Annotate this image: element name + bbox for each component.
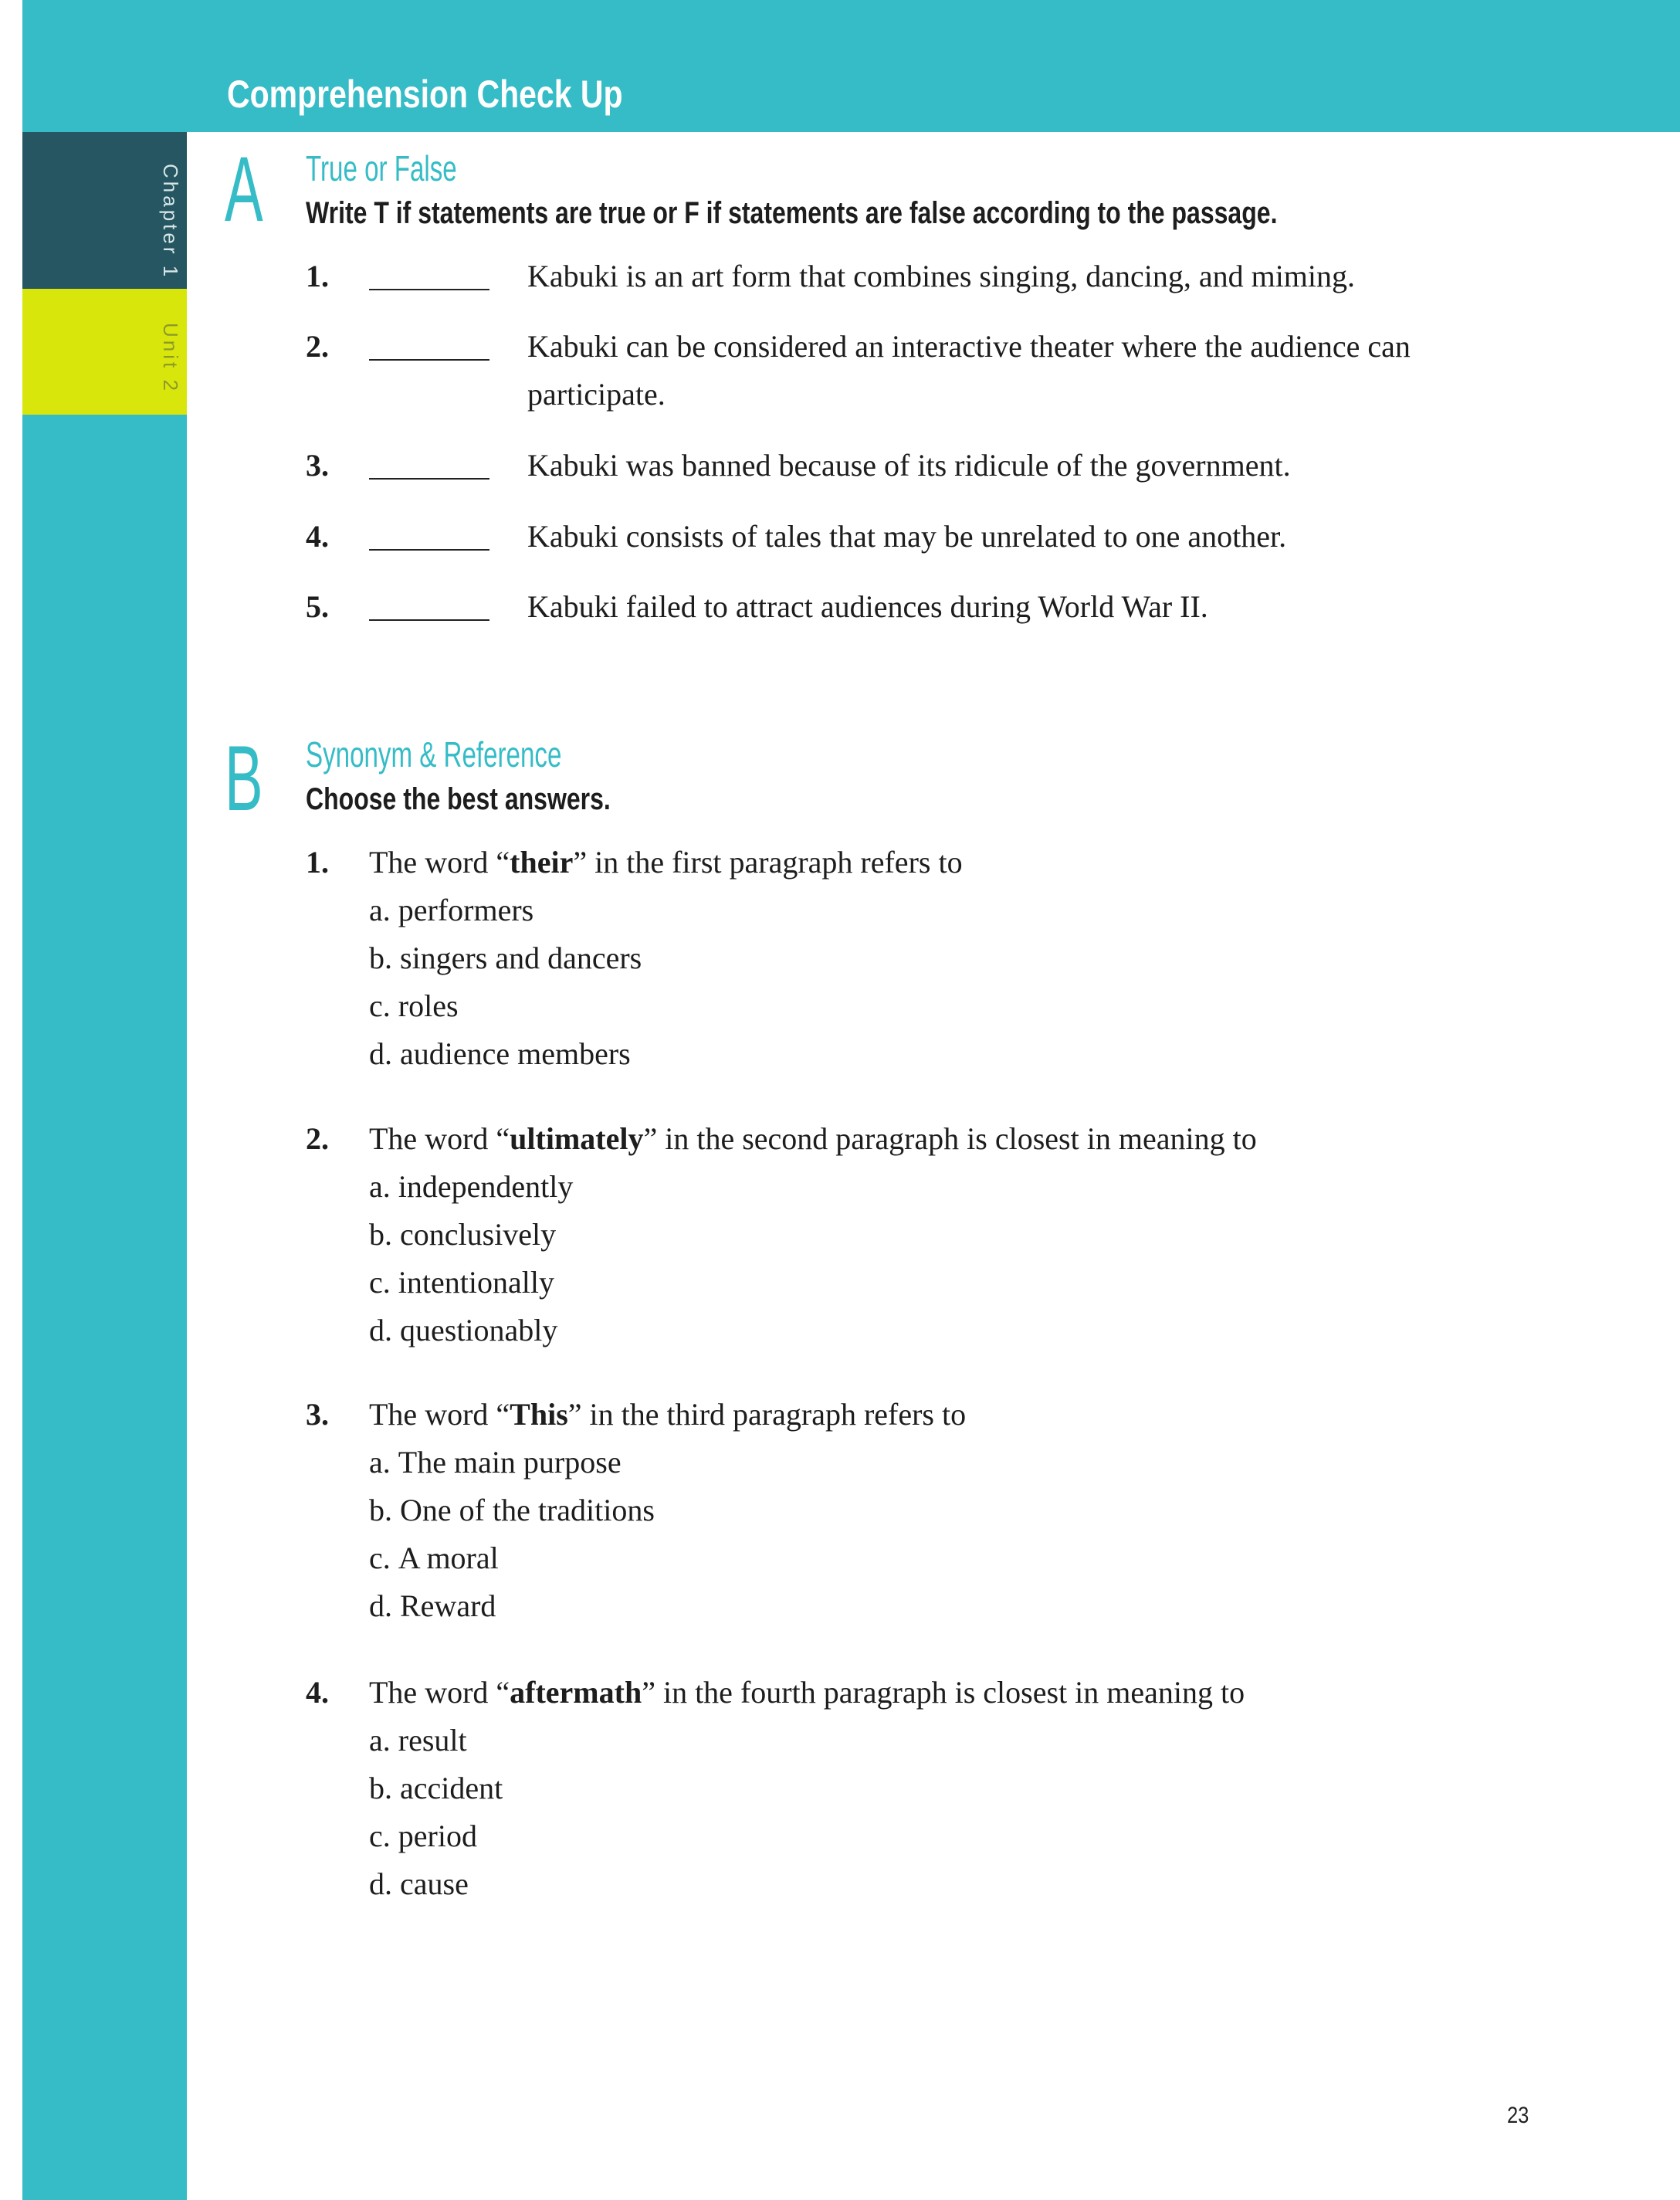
answer-option[interactable] [369,1030,631,1078]
section-b-title: Synonym & Reference [306,734,562,775]
option-text: accident [400,1771,503,1805]
option-text: independently [398,1169,574,1204]
item-number: 2. [306,329,329,364]
item-number: 1. [306,259,329,293]
answer-blank[interactable] [369,619,489,621]
option-letter: d. [369,1313,392,1347]
question-stem [369,839,963,886]
answer-option[interactable] [369,1259,554,1307]
option-letter: d. [369,1866,392,1901]
question-stem [369,1391,966,1439]
option-text: performers [398,893,534,927]
item-number: 3. [306,448,329,483]
answer-option[interactable] [369,1486,655,1534]
option-text: singers and dancers [400,941,642,975]
key-word: This [510,1397,568,1432]
question-text: ” in the first paragraph refers to [573,845,963,880]
option-text: A moral [398,1541,499,1575]
option-letter: c. [369,1541,391,1575]
section-a-letter: A [225,137,263,241]
answer-option[interactable] [369,1307,557,1354]
question-number: 1. [306,845,329,880]
statement-text: Kabuki is an art form that combines singing, dancing, and miming. [527,259,1356,293]
question-text: The word “ [369,1121,510,1156]
answer-blank[interactable] [369,478,489,480]
option-text: roles [398,988,459,1023]
section-b-instruction: Choose the best answers. [306,782,611,816]
answer-option[interactable] [369,934,642,982]
option-letter: b. [369,1771,392,1805]
question-stem [369,1115,1257,1163]
unit-label: Unit 2 [159,323,182,394]
answer-blank[interactable] [369,359,489,361]
option-text: cause [400,1866,469,1901]
page-title: Comprehension Check Up [227,73,623,116]
page-number: 23 [1507,2103,1529,2128]
option-letter: d. [369,1036,392,1071]
statement-text: Kabuki failed to attract audiences during World War II. [527,589,1208,624]
statement-text: Kabuki can be considered an interactive theater where the audience can participate. [527,329,1411,412]
option-letter: c. [369,988,391,1023]
statement-text: Kabuki was banned because of its ridicule of the government. [527,448,1291,483]
section-a-title: True or False [306,148,457,188]
sidebar [22,132,187,2200]
question-number: 4. [306,1675,329,1710]
option-text: One of the traditions [400,1493,655,1527]
question-text: The word “ [369,1397,510,1432]
answer-option[interactable] [369,1582,496,1630]
option-letter: a. [369,1445,391,1480]
statement-text: Kabuki consists of tales that may be unrelated to one another. [527,519,1287,554]
question-number: 2. [306,1121,329,1156]
answer-option[interactable] [369,1211,556,1259]
option-letter: b. [369,1493,392,1527]
question-text: ” in the third paragraph refers to [567,1397,967,1432]
option-text: conclusively [400,1217,557,1252]
answer-option[interactable] [369,1439,622,1486]
option-letter: d. [369,1588,392,1623]
option-text: period [398,1819,477,1853]
question-number: 3. [306,1397,329,1432]
section-b-letter: B [225,727,263,830]
chapter-label: Chapter 1 [159,164,182,280]
option-text: intentionally [398,1265,554,1300]
answer-option[interactable] [369,1534,499,1582]
option-text: result [398,1723,467,1758]
item-number: 4. [306,519,329,554]
answer-option[interactable] [369,1163,573,1211]
answer-option[interactable] [369,982,459,1030]
option-text: The main purpose [398,1445,622,1480]
question-text: ” in the second paragraph is closest in meaning to [643,1121,1257,1156]
option-text: audience members [400,1036,631,1071]
option-letter: a. [369,893,391,927]
question-text: The word “ [369,845,510,880]
key-word: their [510,845,574,880]
answer-option[interactable] [369,1860,469,1908]
option-letter: a. [369,1723,391,1758]
option-letter: a. [369,1169,391,1204]
item-number: 5. [306,589,329,624]
answer-option[interactable] [369,1717,467,1764]
option-letter: b. [369,941,392,975]
answer-blank[interactable] [369,549,489,551]
option-text: Reward [400,1588,496,1623]
answer-option[interactable] [369,1812,477,1860]
option-letter: c. [369,1819,391,1853]
answer-option[interactable] [369,886,533,934]
question-text: The word “ [369,1675,510,1710]
key-word: ultimately [510,1121,644,1156]
option-text: questionably [400,1313,558,1347]
answer-option[interactable] [369,1764,503,1812]
option-letter: c. [369,1265,391,1300]
question-stem [369,1669,1245,1717]
answer-blank[interactable] [369,289,489,290]
question-text: ” in the fourth paragraph is closest in meaning to [642,1675,1245,1710]
option-letter: b. [369,1217,392,1252]
key-word: aftermath [510,1675,642,1710]
section-a-instruction: Write T if statements are true or F if statements are false according to the passage. [306,196,1278,230]
